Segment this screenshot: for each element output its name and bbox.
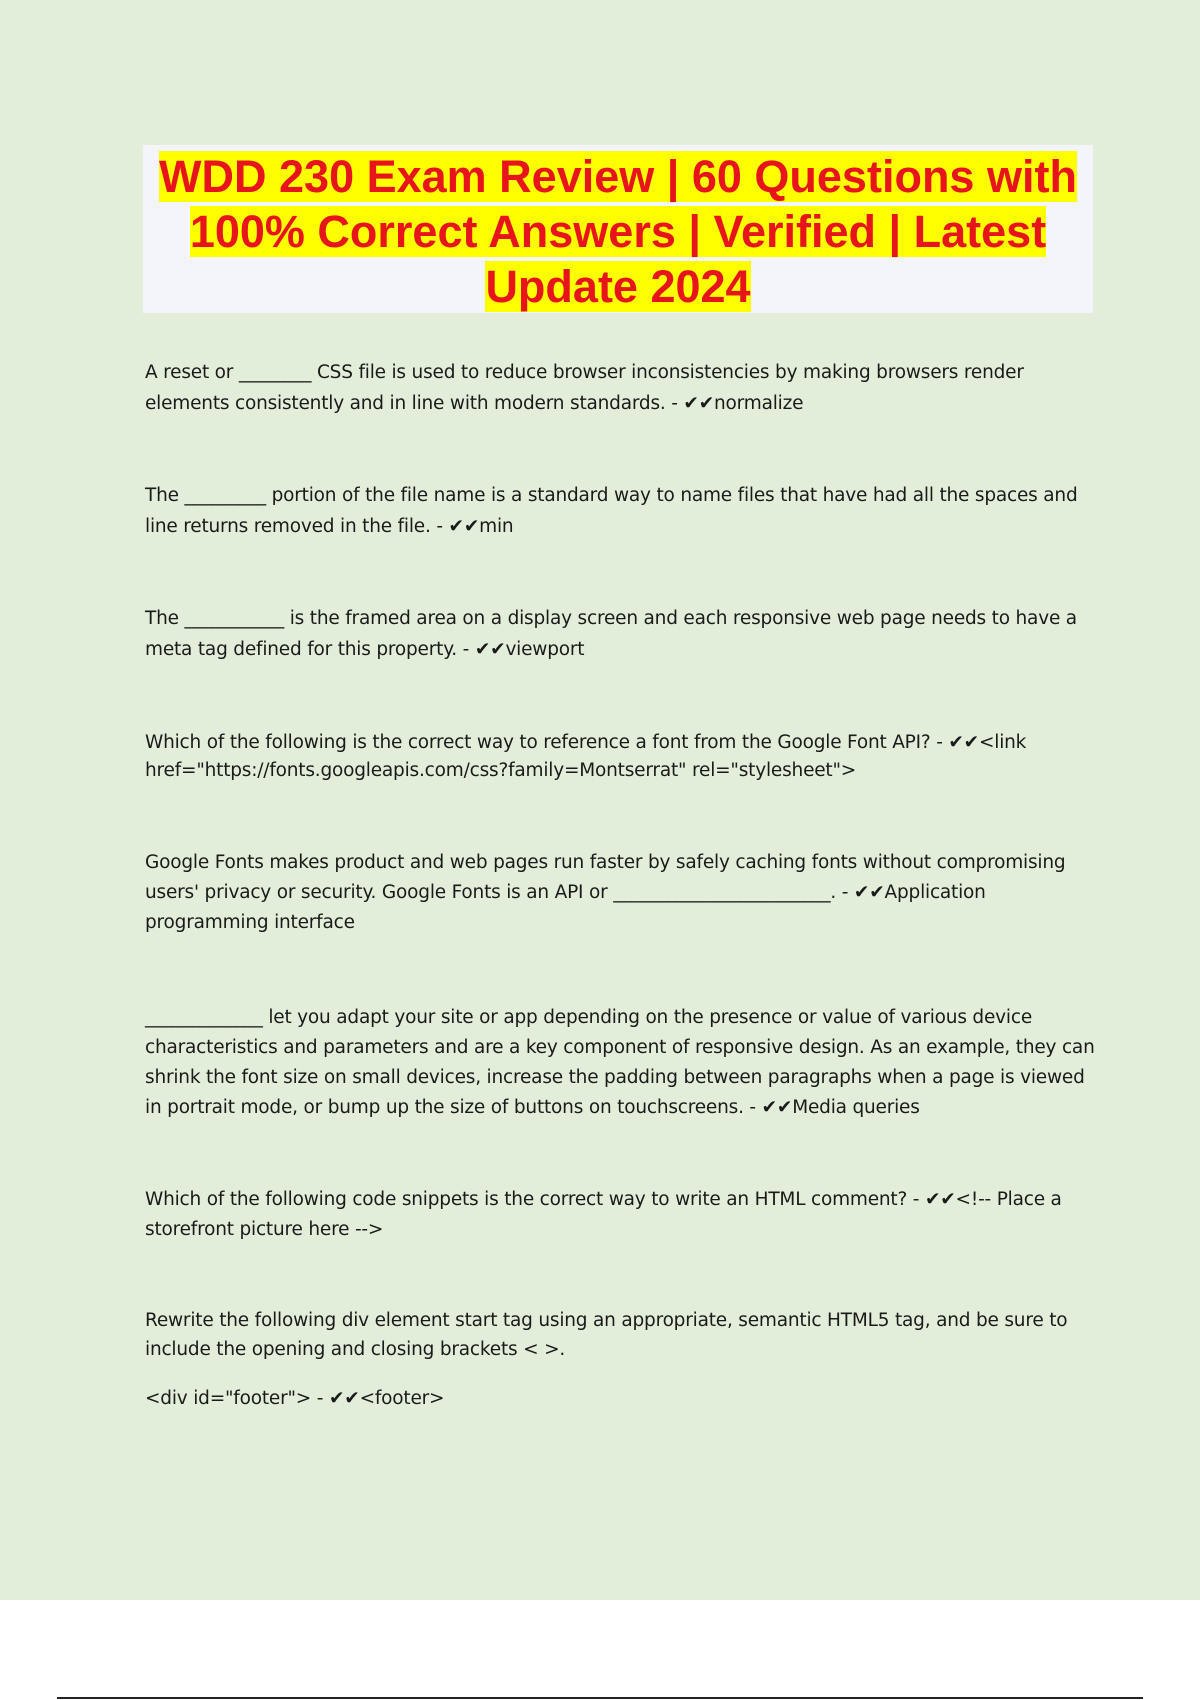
qa-item-2 — [145, 480, 1095, 542]
qa-item-5 — [145, 848, 1095, 938]
qa-item-7 — [145, 1185, 1095, 1245]
check-marks-icon: ✔✔ — [761, 1097, 793, 1118]
question-text: A reset or ________ CSS file is used to reduce browser inconsistencies by making browsers render elements consistently and in line with modern standards. - — [145, 362, 1024, 414]
question-text: The ___________ is the framed area on a display screen and each responsive web page needs to have a meta tag defined for this property. - — [145, 608, 1077, 660]
qa-item-1 — [145, 357, 1095, 419]
question-text: Rewrite the following div element start tag using an appropriate, semantic HTML5 tag, and be sure to include the opening and closing brackets < >. — [145, 1310, 1068, 1360]
check-marks-icon: ✔✔ — [328, 1388, 360, 1409]
check-marks-icon: ✔✔ — [948, 732, 979, 753]
question-text: Which of the following is the correct way to reference a font from the Google Font API? - — [145, 732, 949, 753]
answer-text: Application programming interface — [145, 882, 986, 933]
check-marks-icon: ✔✔ — [474, 639, 506, 660]
code-snippet-text: <div id="footer"> - — [145, 1388, 329, 1409]
answer-text: min — [479, 516, 514, 537]
check-marks-icon: ✔✔ — [853, 882, 885, 903]
qa-item-4 — [145, 729, 1095, 785]
check-marks-icon: ✔✔ — [683, 393, 715, 414]
answer-text: <!-- Place a storefront picture here --> — [145, 1189, 1062, 1240]
title-highlight: WDD 230 Exam Review | 60 Questions with 100% Correct Answers | Verified | Latest Update 2024 — [159, 151, 1077, 312]
check-marks-icon: ✔✔ — [924, 1189, 956, 1210]
answer-text: normalize — [714, 393, 804, 414]
qa-item-8 — [145, 1306, 1095, 1364]
qa-item-6 — [145, 1003, 1095, 1123]
qa-item-3 — [145, 603, 1095, 665]
question-text: Google Fonts makes product and web pages run faster by safely caching fonts without compromising users' privacy or security. Google Fonts is an API or ________________________. - — [145, 852, 1066, 903]
answer-text: <link href="https://fonts.googleapis.com/css?family=Montserrat" rel="stylesheet"> — [145, 732, 1027, 781]
answer-text: <footer> — [359, 1388, 445, 1409]
document-title — [143, 145, 1093, 314]
bottom-divider — [57, 1697, 1143, 1699]
check-marks-icon: ✔✔ — [448, 516, 480, 537]
question-text: Which of the following code snippets is the correct way to write an HTML comment? - — [145, 1189, 925, 1210]
qa-item-8-code — [145, 1383, 1095, 1414]
question-text: The _________ portion of the file name is a standard way to name files that have had all the spaces and line returns removed in the file. - — [145, 485, 1078, 537]
question-text: _____________ let you adapt your site or app depending on the presence or value of various device characteristics and parameters and are a key component of responsive design. As an example, they can shrink the font size on small devices, increase the padding between paragraphs when a page is viewed in portrait mode, or bump up the size of buttons on touchscreens. - — [145, 1007, 1095, 1118]
answer-text: viewport — [505, 639, 585, 660]
title-box — [143, 145, 1093, 313]
answer-text: Media queries — [792, 1097, 920, 1118]
